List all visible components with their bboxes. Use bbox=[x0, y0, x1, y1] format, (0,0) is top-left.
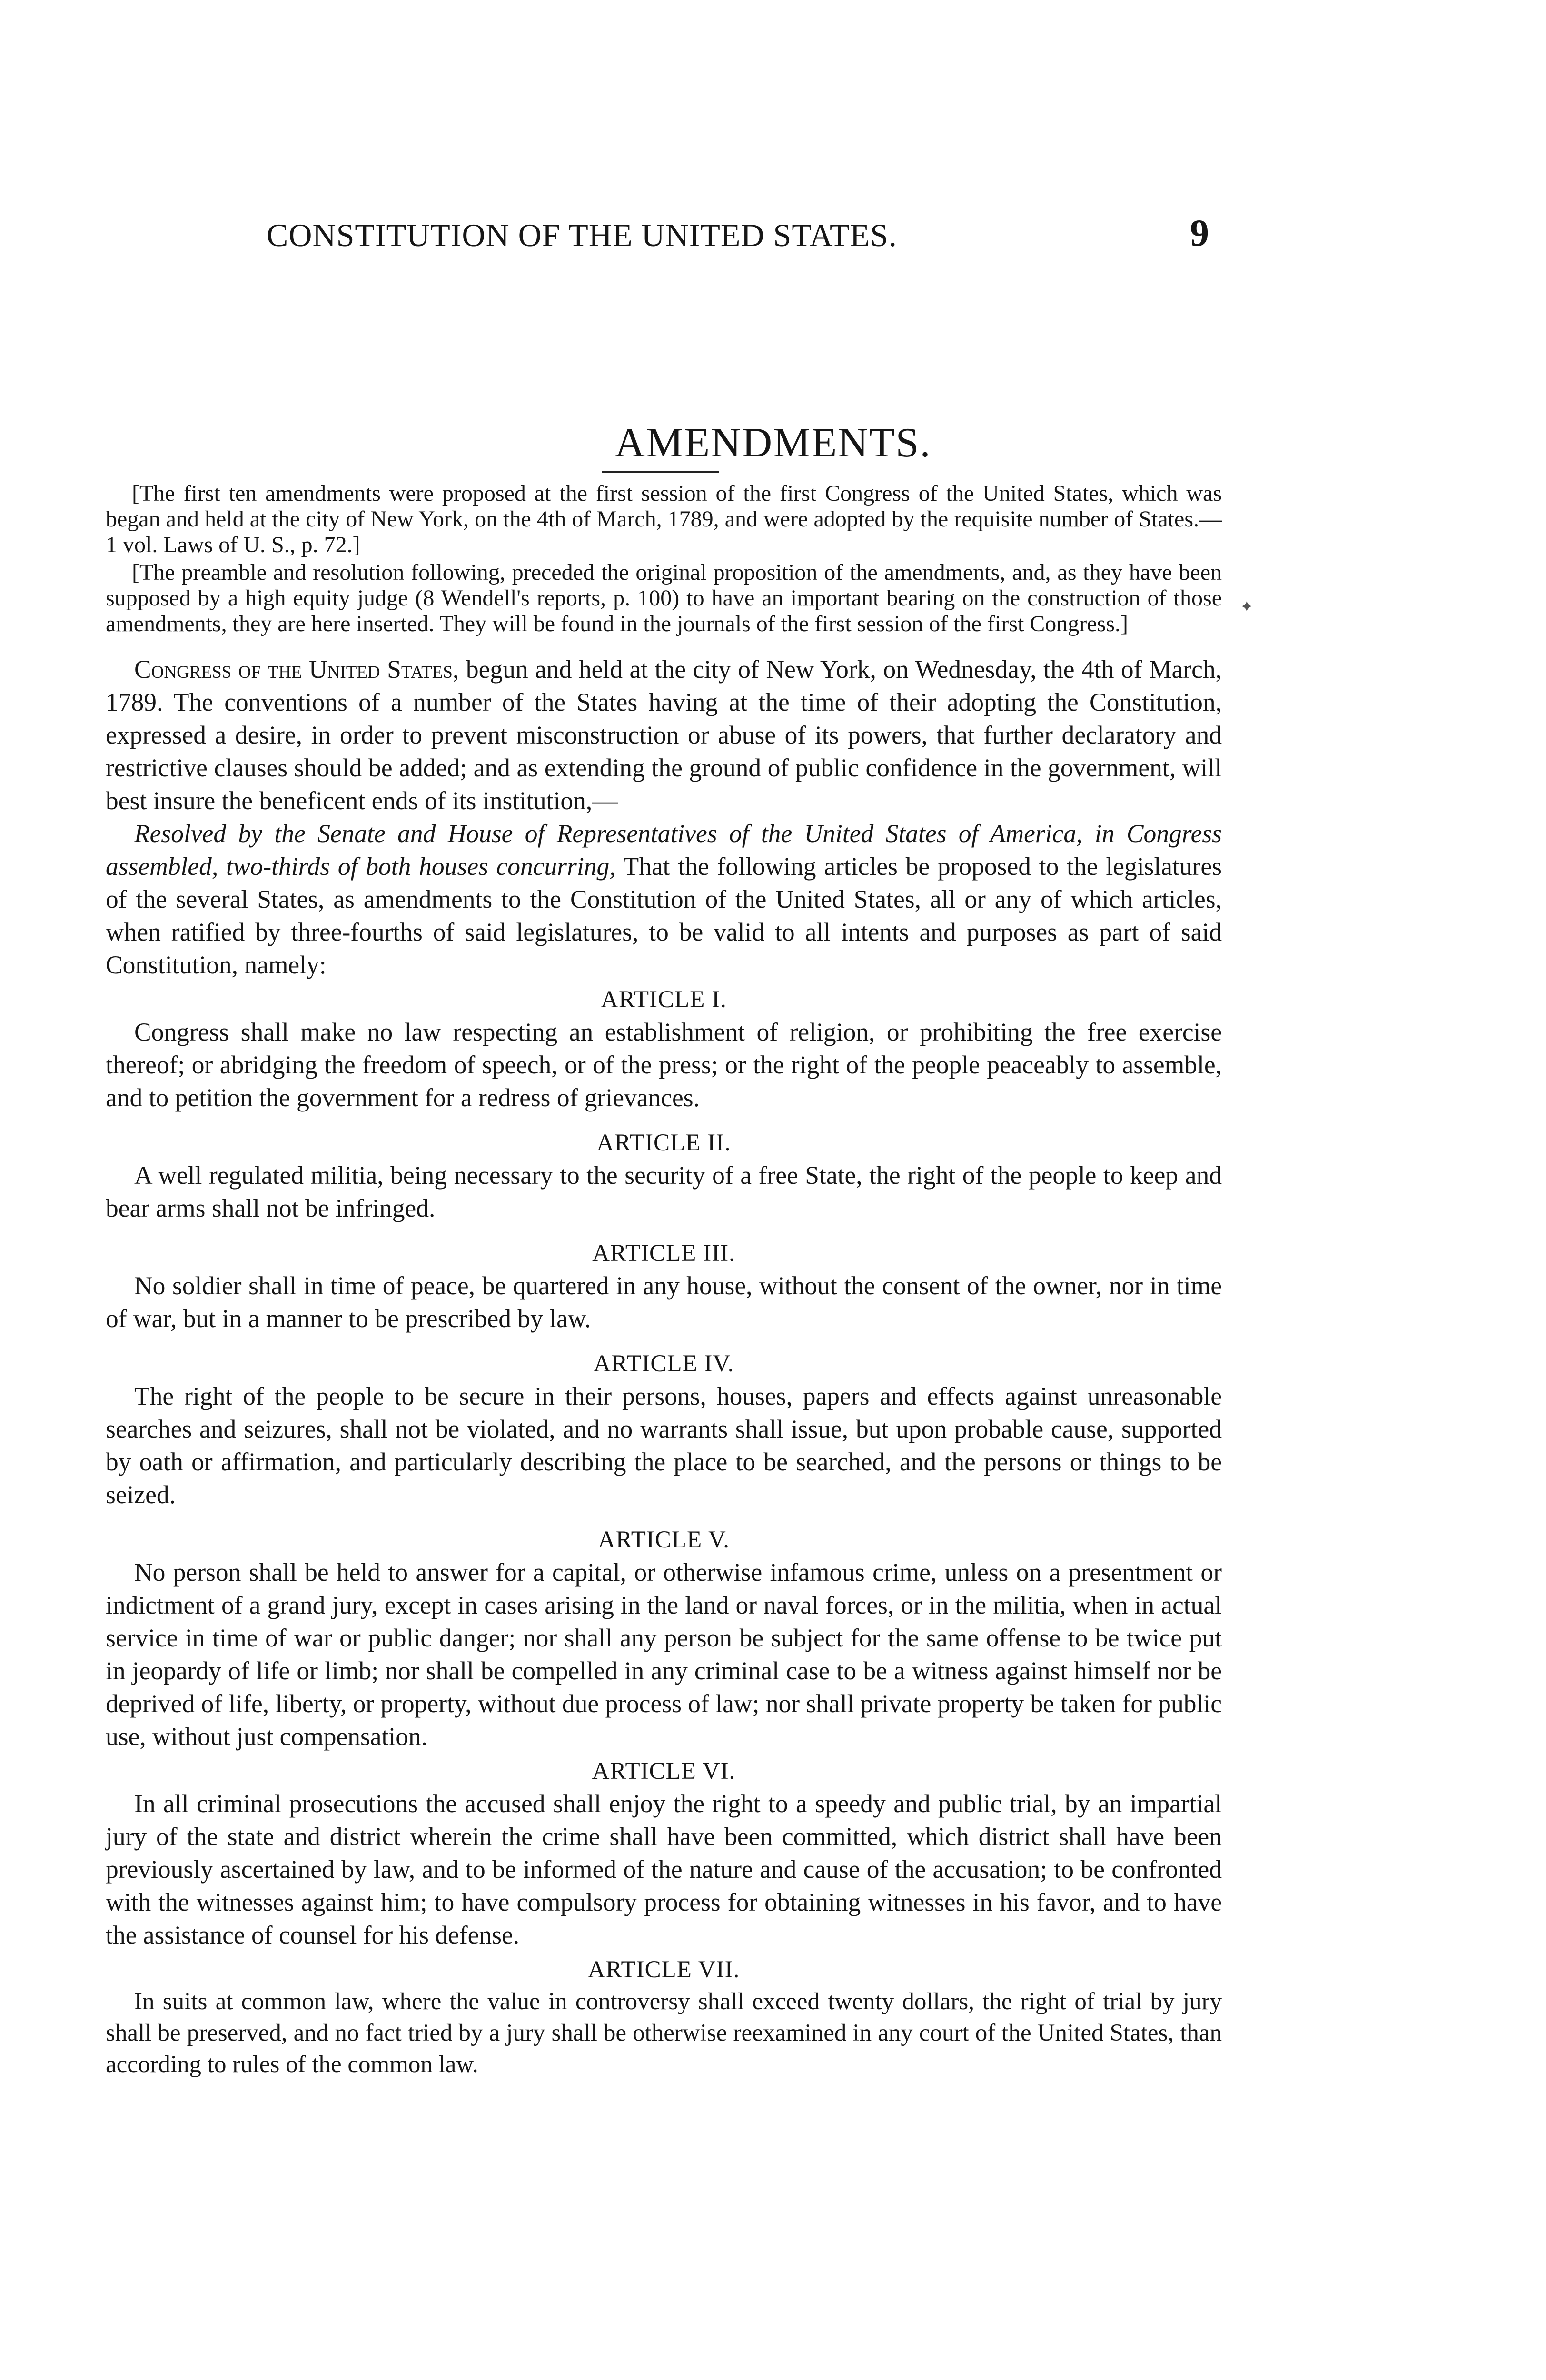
article-1-heading: ARTICLE I. bbox=[601, 986, 727, 1013]
article-3-heading: ARTICLE III. bbox=[592, 1240, 735, 1267]
section-title: AMENDMENTS. bbox=[614, 420, 932, 466]
editorial-note-source: [The first ten amendments were proposed at the first session of the first Congress of the United States, which was began and held at the city of New York, on the 4th of March, 1789, and were adopted by the requisite number of States.—1 vol. Laws of U. S., p. 72.] bbox=[106, 481, 1222, 557]
resolution-text: That the following articles be proposed to the legislatures of the several States, as amendments to the Constitution of the United States, all or any of which articles, when ratified by three-fourths of said legislatures, to be valid to all intents and purposes as part of said Constitution, namely: bbox=[106, 852, 1222, 979]
article-5-heading: ARTICLE V. bbox=[597, 1527, 730, 1553]
article-7-heading: ARTICLE VII. bbox=[587, 1956, 740, 1983]
margin-mark: ✦ bbox=[1240, 598, 1254, 616]
article-1-text: Congress shall make no law respecting an establishment of religion, or prohibiting the free exercise thereof; or abridging the freedom of speech, or of the press; or the right of the people peaceably to assemble, and to petition the government for a redress of grievances. bbox=[106, 1018, 1222, 1112]
article-5-text: No person shall be held to answer for a capital, or otherwise infamous crime, unless on a presentment or indictment of a grand jury, except in cases arising in the land or naval forces, or in the militia, when in actual service in time of war or public danger; nor shall any person be subject for the same offense to be twice put in jeopardy of life or limb; nor shall be compelled in any criminal case to be a witness against himself nor be deprived of life, liberty, or property, without due process of law; nor shall private property be taken for public use, without just compensation. bbox=[106, 1558, 1222, 1751]
article-4-heading: ARTICLE IV. bbox=[593, 1350, 734, 1377]
resolution-paragraph bbox=[106, 817, 1222, 982]
article-2-heading: ARTICLE II. bbox=[596, 1130, 731, 1156]
preamble-paragraph bbox=[106, 653, 1222, 817]
article-2-text: A well regulated militia, being necessary to the security of a free State, the right of the people to keep and bear arms shall not be infringed. bbox=[106, 1161, 1222, 1222]
title-rule bbox=[602, 471, 719, 473]
article-3-text: No soldier shall in time of peace, be quartered in any house, without the consent of the owner, nor in time of war, but in a manner to be prescribed by law. bbox=[106, 1271, 1222, 1333]
article-6-text: In all criminal prosecutions the accused shall enjoy the right to a speedy and public trial, by an impartial jury of the state and district wherein the crime shall have been committed, which district shall have been previously ascertained by law, and to be informed of the nature and cause of the accusation; to be confronted with the witnesses against him; to have compulsory process for obtaining witnesses in his favor, and to have the assistance of counsel for his defense. bbox=[106, 1789, 1222, 1949]
preamble-lead: Congress of the United States, bbox=[134, 655, 459, 684]
article-4-text: The right of the people to be secure in their persons, houses, papers and effects against unreasonable searches and seizures, shall not be violated, and no warrants shall issue, but upon probable cause, supported by oath or affirmation, and particularly describing the place to be searched, and the persons or things to be seized. bbox=[106, 1382, 1222, 1509]
editorial-note-preamble: [The preamble and resolution following, preceded the original proposition of the amendments, and, as they have been supposed by a high equity judge (8 Wendell's reports, p. 100) to have an important bearing on the construction of those amendments, they are here inserted. They will be found in the journals of the first session of the first Congress.] bbox=[106, 560, 1222, 636]
preamble-text: begun and held at the city of New York, on Wednesday, the 4th of March, 1789. The conventions of a number of the States having at the time of their adopting the Constitution, expressed a desire, in order to prevent misconstruction or abuse of its powers, that further declaratory and restrictive clauses should be added; and as extending the ground of public confidence in the government, will best insure the beneficent ends of its institution,— bbox=[106, 655, 1222, 815]
page-number: 9 bbox=[1190, 212, 1209, 254]
article-7-text: In suits at common law, where the value in controversy shall exceed twenty dollars, the right of trial by jury shall be preserved, and no fact tried by a jury shall be otherwise reexamined in any court of the United States, than according to rules of the common law. bbox=[106, 1988, 1222, 2078]
body-column bbox=[106, 481, 1222, 2080]
resolution-enacting-clause: Resolved by the Senate and House of Representatives of the United States of America, in Congress assembled, two-thirds of both houses concurring, bbox=[106, 819, 1222, 881]
article-6-heading: ARTICLE VI. bbox=[592, 1758, 736, 1785]
running-header-title: CONSTITUTION OF THE UNITED STATES. bbox=[267, 217, 897, 253]
